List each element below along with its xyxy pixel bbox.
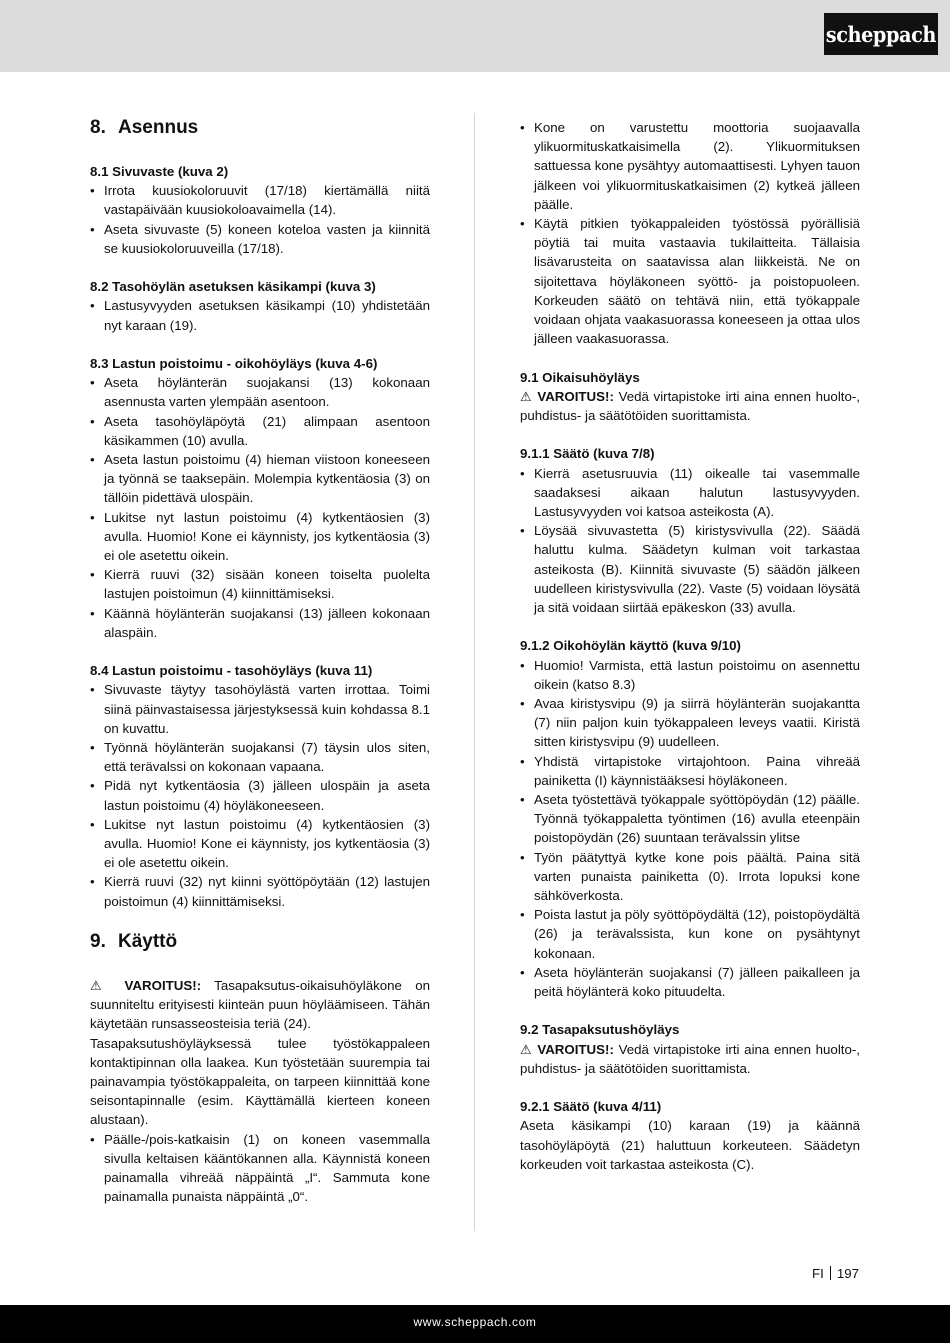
section-8-2-title: 8.2 Tasohöylän asetuksen käsikampi (kuva 3)	[90, 279, 376, 295]
section-9-2	[520, 1020, 860, 1078]
right-column	[520, 118, 860, 1193]
warning-icon: ⚠	[90, 978, 112, 994]
list-item: • Kone on varustettu moottoria suojaavalla ylikuormituskatkaisimella (2). Ylikuormituksen sattuessa kone pysähtyy automaattisesti. Lyhyen tauon jälkeen voi ylikuormituskatkaisimen (2) kytkeä jälleen päälle.	[520, 118, 860, 214]
section-9-2-1-title: 9.2.1 Säätö (kuva 4/11)	[520, 1099, 662, 1115]
header-band	[0, 0, 950, 72]
list-item: • Aseta tasohöyläpöytä (21) alimpaan asentoon käsikammen (10) avulla.	[90, 412, 430, 450]
list-item: • Aseta työstettävä työkappale syöttöpöydän (12) päälle. Työnnä työkappaletta työntimen (16) avulla eteenpäin poistopöydän (26) suuntaan terävalssin ylitse	[520, 790, 860, 848]
section-9-1-title: 9.1 Oikaisuhöyläys	[520, 369, 640, 385]
list-item: • Pidä nyt kytkentäosia (3) jälleen ulospäin ja aseta lastun poistoimu (4) höyläkoneeseen.	[90, 776, 430, 814]
list-item: • Irrota kuusiokoloruuvit (17/18) kiertämällä niitä vastapäivään kuusiokoloavaimella (14).	[90, 181, 430, 219]
section-9-list	[90, 1130, 430, 1207]
section-8-4-list	[90, 680, 430, 910]
warning-label: VAROITUS!:	[537, 1041, 614, 1057]
list-item: • Kierrä asetusruuvia (11) oikealle tai vasemmalle saadaksesi aikaan halutun lastusyvyyden. Lastusyvyyden voi katsoa asteikosta (A).	[520, 464, 860, 522]
body-paragraph: Tasapaksutushöyläyksessä tulee työstökappaleen kontaktipinnan olla laakea. Kun työstetään suurempia tai painavampia työstökappaleita, on tarpeen kiinnittää kone seisontapinnalle (esim. Käyttämällä kierteen koneen alustaan).	[90, 1035, 430, 1128]
list-item: • Avaa kiristysvipu (9) ja siirrä höylänterän suojakantta (7) niin paljon kuin työkappaleen leveys vaatii. Kiristä sitten kiristysvipu (9) uudelleen.	[520, 694, 860, 752]
warning-text: Tasapaksutus-oikaisuhöyläkone on suunniteltu erityisesti kiinteän puun höyläämiseen. Tähän käytetään runsasseosteisia teriä (24).	[90, 978, 430, 1032]
list-item: • Huomio! Varmista, että lastun poistoimu on asennettu oikein (katso 8.3)	[520, 656, 860, 694]
warning-paragraph	[520, 387, 860, 425]
warning-paragraph	[90, 976, 430, 1034]
section-9-1-1-list	[520, 464, 860, 618]
page-lang: FI	[812, 1266, 824, 1281]
warning-label: VAROITUS!:	[537, 388, 614, 404]
section-9-heading	[90, 930, 430, 954]
list-item: • Työn päätyttyä kytke kone pois päältä. Paina sitä varten punaista painiketta (0). Irrota lopuksi kone sähköverkosta.	[520, 848, 860, 906]
list-item: • Aseta höylänterän suojakansi (7) jälleen paikalleen ja peitä höylänterä koko pituudelta.	[520, 963, 860, 1001]
brand-logo	[824, 13, 938, 55]
logo-text: scheppach	[825, 21, 937, 47]
section-9-1-1	[520, 444, 860, 617]
list-item: • Yhdistä virtapistoke virtajohtoon. Paina vihreää painiketta (I) käynnistääksesi höyläkoneen.	[520, 752, 860, 790]
section-9-1	[520, 368, 860, 426]
list-item: • Aseta lastun poistoimu (4) hieman viistoon koneeseen ja työnnä se taaksepäin. Molempia kytkentäosia (3) on tällöin pidettävä ulospäin.	[90, 450, 430, 508]
section-8-4-title: 8.4 Lastun poistoimu - tasohöyläys (kuva 11)	[90, 663, 373, 679]
section-9-1-2-title: 9.1.2 Oikohöylän käyttö (kuva 9/10)	[520, 638, 741, 654]
warning-text: Vedä virtapistoke irti aina ennen huolto-, puhdistus- ja säätötöiden suorittamista.	[520, 388, 860, 424]
section-8-2-list	[90, 296, 430, 334]
section-8-1-title: 8.1 Sivuvaste (kuva 2)	[90, 164, 229, 179]
warning-icon: ⚠	[520, 388, 533, 404]
list-item: • Kierrä ruuvi (32) sisään koneen toiselta puolelta lastujen poistoimun (4) kiinnittämiseksi.	[90, 565, 430, 603]
list-item: • Työnnä höylänterän suojakansi (7) täysin ulos siten, että terävalssi on kokonaan vapaana.	[90, 738, 430, 776]
warning-text: Vedä virtapistoke irti aina ennen huolto-, puhdistus- ja säätötöiden suorittamista.	[520, 1041, 860, 1076]
section-8-number: 8.	[90, 117, 106, 138]
body-paragraph: Aseta käsikampi (10) karaan (19) ja käännä tasohöyläpöytä (21) haluttuun korkeuteen. Säädetyn korkeuden voit tarkastaa asteikosta (C).	[520, 1118, 860, 1172]
list-item: • Löysää sivuvastetta (5) kiristysvivulla (22). Säädä haluttu kulma. Säädetyn kulman voit tarkastaa asteikosta (B). Kiinnitä sivuvaste (5) säädön jälkeen uudelleen kiristysvivulla (22). Vaste (5) voidaan löysätä ja sitä voidaan siirtää epäkeskon (33) avulla.	[520, 521, 860, 617]
list-item: • Lukitse nyt lastun poistoimu (4) kytkentäosien (3) avulla. Huomio! Kone ei käynnisty, jos kytkentäosia (3) ei ole asetettu oikein.	[90, 815, 430, 873]
section-8-title: Asennus	[118, 117, 199, 138]
footer-url[interactable]: www.scheppach.com	[413, 1315, 537, 1329]
page-number-value: 197	[836, 1266, 860, 1281]
list-item: • Lukitse nyt lastun poistoimu (4) kytkentäosien (3) avulla. Huomio! Kone ei käynnisty, jos kytkentäosia (3) ei ole asetettu oikein.	[90, 508, 430, 566]
warning-icon: ⚠	[520, 1041, 533, 1057]
page-number-separator	[830, 1266, 831, 1280]
section-9-title: Käyttö	[118, 931, 178, 953]
section-9-2-title: 9.2 Tasapaksutushöyläys	[520, 1022, 680, 1038]
section-9-2-1	[520, 1097, 860, 1174]
section-9-1-2-list	[520, 656, 860, 1002]
page-number	[812, 1265, 859, 1283]
section-8-3-list	[90, 373, 430, 642]
left-column	[90, 112, 430, 1207]
list-item: • Aseta sivuvaste (5) koneen koteloa vasten ja kiinnitä se kuusiokoloruuveilla (17/18).	[90, 220, 430, 258]
section-8-1	[90, 162, 430, 258]
section-9-number: 9.	[90, 931, 106, 953]
section-8-heading	[90, 116, 430, 140]
section-9-1-2	[520, 636, 860, 1001]
section-8-3	[90, 354, 430, 642]
list-item: • Kierrä ruuvi (32) nyt kiinni syöttöpöytään (12) lastujen poistoimun (4) kiinnittämiseksi.	[90, 872, 430, 910]
column-divider	[474, 113, 475, 1231]
warning-paragraph	[520, 1040, 860, 1078]
section-9-1-1-title: 9.1.1 Säätö (kuva 7/8)	[520, 446, 655, 462]
usage-notes-list	[520, 118, 860, 348]
warning-label: VAROITUS!:	[124, 978, 202, 994]
section-8-4	[90, 661, 430, 911]
list-item: • Päälle-/pois-katkaisin (1) on koneen vasemmalla sivulla keltaisen kääntökannen alla. Käynnistä koneen painamalla vihreää näppäintä „I“. Sammuta kone painamalla punaista näppäintä „0“.	[90, 1130, 430, 1207]
list-item: • Aseta höylänterän suojakansi (13) kokonaan asennusta varten ylempään asentoon.	[90, 373, 430, 411]
section-8-3-title: 8.3 Lastun poistoimu - oikohöyläys (kuva 4-6)	[90, 356, 378, 371]
list-item: • Lastusyvyyden asetuksen käsikampi (10) yhdistetään nyt karaan (19).	[90, 296, 430, 334]
section-8-1-list	[90, 181, 430, 258]
list-item: • Käännä höylänterän suojakansi (13) jälleen kokonaan alaspäin.	[90, 604, 430, 642]
list-item: • Poista lastut ja pöly syöttöpöydältä (12), poistopöydältä (26) ja terävalssista, kun kone on pysähtynyt kokonaan.	[520, 905, 860, 963]
list-item: • Käytä pitkien työkappaleiden työstössä pyörällisiä pöytiä tai muita vastaavia tukilaitteita. Tällaisia lisävarusteita on saatavissa alan liikkeistä. Ne on sijoitettava höyläkoneen syöttö- ja poistopuoleen. Korkeuden säätö on tehtävä niin, että työkappale voidaan ohjata vaakasuorassa koneeseen ja ottaa ulos jälleen vaakasuorassa.	[520, 214, 860, 348]
section-8-2	[90, 277, 430, 335]
list-item: • Sivuvaste täytyy tasohöylästä varten irrottaa. Toimi siinä päinvastaisessa järjestyksessä kuin kohdassa 8.1 on kuvattu.	[90, 680, 430, 738]
